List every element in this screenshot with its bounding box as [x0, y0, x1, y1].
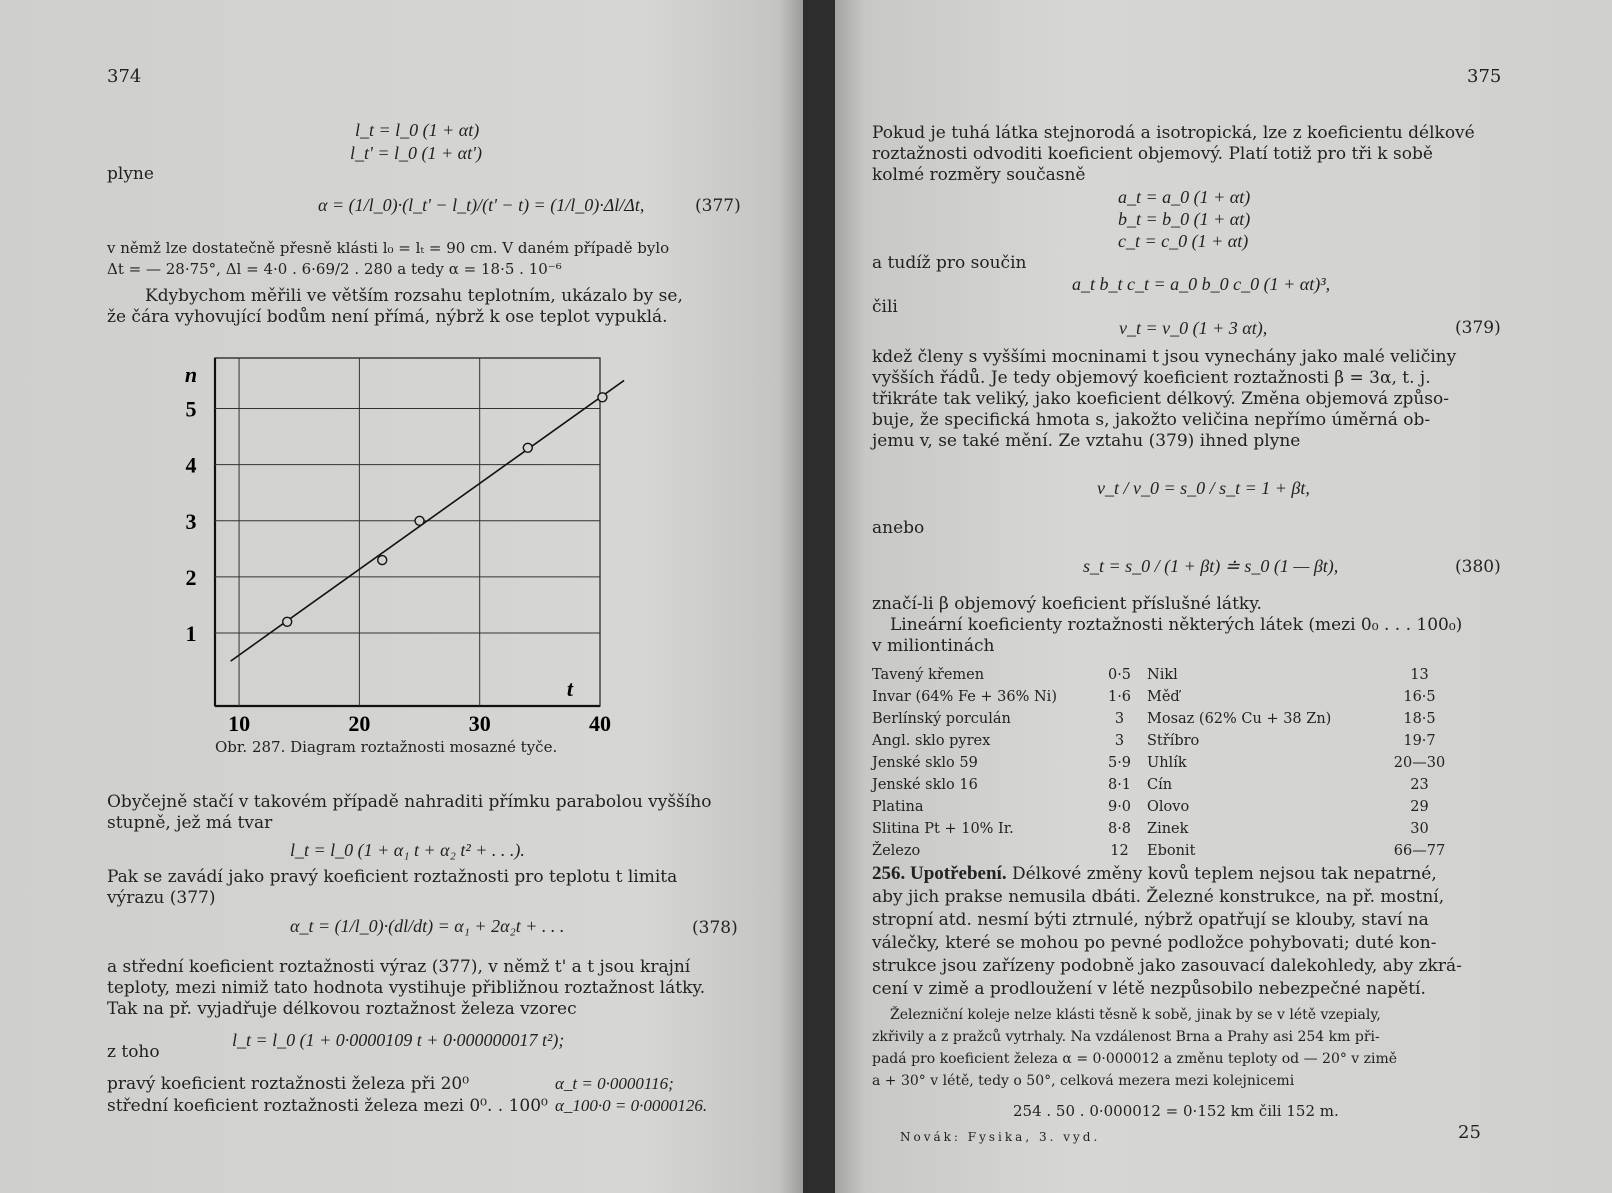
text-line: padá pro koeficient železa α = 0·000012 a změnu teploty od — 20° v zimě	[872, 1051, 1398, 1067]
material-name: Mosaz (62% Cu + 38 Zn)	[1147, 711, 1332, 727]
table-row	[872, 664, 1447, 686]
text-line: třikráte tak veliký, jako koeficient délkový. Změna objemová způso-	[872, 389, 1449, 409]
data-point	[415, 516, 424, 525]
material-value: 20—30	[1393, 755, 1446, 771]
text-line: značí-li β objemový koeficient příslušné látky.	[872, 594, 1262, 614]
text-line: anebo	[872, 518, 925, 538]
material-value: 1·6	[1107, 689, 1132, 705]
text-line: a tudíž pro součin	[872, 253, 1027, 273]
y-tick-label: 4	[185, 452, 197, 478]
text-line: a + 30° v létě, tedy o 50°, celková mezera mezi kolejnicemi	[872, 1073, 1295, 1089]
material-name: Slitina Pt + 10% Ir.	[872, 821, 1014, 837]
equation: 254 . 50 . 0·000012 = 0·152 km čili 152 m.	[1013, 1102, 1339, 1120]
material-name: Jenské sklo 59	[872, 755, 978, 771]
book-gutter	[803, 0, 835, 1193]
material-value: 0·5	[1107, 667, 1132, 683]
y-tick-label: 1	[185, 621, 197, 647]
x-tick-label: 30	[468, 711, 491, 736]
text-line: Železniční koleje nelze klásti těsně k sobě, jinak by se v létě vzepialy,	[890, 1007, 1381, 1023]
equation-number: (379)	[1455, 318, 1501, 338]
text-line: Δt = — 28·75°, Δl = 4·0 . 6·69/2 . 280 a tedy α = 18·5 . 10⁻⁶	[107, 260, 562, 278]
y-tick-label: 2	[185, 564, 197, 590]
material-name: Měď	[1147, 689, 1180, 705]
text-line: jemu v, se také mění. Ze vztahu (379) ihned plyne	[872, 431, 1301, 451]
material-value: 8·8	[1107, 821, 1132, 837]
text-line: kolmé rozměry současně	[872, 165, 1086, 185]
material-name: Železo	[872, 843, 921, 859]
text-line: buje, že specifická hmota s, jakožto veličina nepřímo úměrná ob-	[872, 410, 1431, 430]
material-value: 30	[1410, 821, 1429, 837]
equation-number: (380)	[1455, 557, 1501, 577]
table-row	[872, 774, 1447, 796]
equation-377: α = (1/l_0)·(l_t' − l_t)/(t' − t) = (1/l_0)·Δl/Δt,	[318, 195, 645, 215]
material-value: 19·7	[1403, 733, 1436, 749]
text-line: výrazu (377)	[107, 888, 216, 908]
footer: Novák: Fysika, 3. vyd.	[900, 1130, 1101, 1144]
equation-380: s_t = s_0 / (1 + βt) ≐ s_0 (1 — βt),	[1083, 556, 1339, 576]
text-line: čili	[872, 297, 898, 317]
signature-number: 25	[1458, 1122, 1481, 1143]
material-value: 16·5	[1403, 689, 1436, 705]
equation-number: (377)	[695, 196, 741, 216]
text-line: Pokud je tuhá látka stejnorodá a isotropická, lze z koeficientu délkové	[872, 123, 1475, 143]
material-name: Angl. sklo pyrex	[872, 733, 991, 749]
text-line: Kdybychom měřili ve větším rozsahu teplotním, ukázalo by se,	[145, 286, 683, 306]
text-line: stupně, jež má tvar	[107, 813, 273, 833]
equation: l_t = l_0 (1 + αt)	[355, 120, 480, 140]
text-line: Lineární koeficienty roztažnosti některých látek (mezi 0₀ . . . 100₀)	[890, 615, 1463, 635]
value: α_t = 0·0000116;	[555, 1074, 674, 1093]
data-point	[378, 556, 387, 565]
text-line: v němž lze dostatečně přesně klásti l₀ = lₜ = 90 cm. V daném případě bylo	[107, 239, 670, 257]
page-number: 375	[1467, 66, 1502, 87]
y-tick-label: 5	[185, 396, 197, 422]
table-row	[872, 796, 1447, 818]
material-value: 3	[1114, 711, 1125, 727]
material-value: 8·1	[1107, 777, 1132, 793]
material-value: 13	[1410, 667, 1429, 683]
equation-379: v_t = v_0 (1 + 3 αt),	[1119, 318, 1268, 338]
table-row	[872, 840, 1447, 862]
text-line: teploty, mezi nimiž tato hodnota vystihuje přibližnou roztažnost látky.	[107, 978, 706, 998]
text-line: Délkové změny kovů teplem nejsou tak nepatrné,	[1011, 864, 1437, 884]
x-tick-label: 40	[589, 711, 611, 736]
table-row	[872, 730, 1447, 752]
table-row	[872, 752, 1447, 774]
text-line: roztažnosti odvoditi koeficient objemový. Platí totiž pro tři k sobě	[872, 144, 1433, 164]
material-value: 23	[1410, 777, 1429, 793]
text-line: v miliontinách	[872, 636, 995, 656]
material-value: 9·0	[1107, 799, 1132, 815]
equation: b_t = b_0 (1 + αt)	[1118, 209, 1251, 229]
material-name: Platina	[872, 799, 924, 815]
text-line: strukce jsou zařízeny podobně jako zasouvací dalekohledy, aby zkrá-	[872, 956, 1462, 976]
data-point	[283, 617, 292, 626]
text-line: Pak se zavádí jako pravý koeficient roztažnosti pro teplotu t limita	[107, 867, 678, 887]
material-name: Uhlík	[1147, 755, 1187, 771]
material-name: Nikl	[1147, 667, 1178, 683]
equation: l_t = l_0 (1 + 0·0000109 t + 0·000000017 t²);	[232, 1030, 565, 1050]
plot-frame	[215, 358, 600, 706]
y-tick-label: 3	[185, 508, 197, 534]
section-heading: 256. Upotřebení.	[872, 863, 1007, 884]
right-page	[835, 0, 1612, 1193]
left-page	[0, 0, 803, 1193]
text-line: cení v zimě a prodloužení v létě nezpůsobilo nebezpečné napětí.	[872, 979, 1426, 999]
material-value: 5·9	[1107, 755, 1132, 771]
equation: c_t = c_0 (1 + αt)	[1118, 231, 1249, 251]
equation: v_t / v_0 = s_0 / s_t = 1 + βt,	[1097, 478, 1310, 498]
equation-number: (378)	[692, 918, 738, 938]
material-value: 18·5	[1403, 711, 1436, 727]
equation: a_t = a_0 (1 + αt)	[1118, 187, 1251, 207]
material-name: Zinek	[1147, 821, 1189, 837]
expansion-diagram	[170, 350, 670, 740]
expansion-table	[872, 664, 1447, 862]
text-line: z toho	[107, 1042, 160, 1062]
figure-caption: Obr. 287. Diagram roztažnosti mosazné tyče.	[215, 738, 558, 756]
text-line: pravý koeficient roztažnosti železa při 20⁰	[107, 1074, 470, 1094]
data-point	[598, 393, 607, 402]
material-name: Jenské sklo 16	[872, 777, 978, 793]
x-axis-label: t	[566, 676, 573, 701]
table-row	[872, 818, 1447, 840]
text-line: vyšších řádů. Je tedy objemový koeficient roztažnosti β = 3α, t. j.	[872, 368, 1431, 388]
text-line: Tak na př. vyjadřuje délkovou roztažnost železa vzorec	[107, 999, 577, 1019]
material-value: 12	[1110, 843, 1129, 859]
equation: a_t b_t c_t = a_0 b_0 c_0 (1 + αt)³,	[1072, 274, 1331, 294]
text-line: střední koeficient roztažnosti železa mezi 0⁰. . 100⁰	[107, 1096, 548, 1116]
material-name: Invar (64% Fe + 36% Ni)	[872, 689, 1057, 705]
text-line: Obyčejně stačí v takovém případě nahraditi přímku parabolou vyššího	[107, 792, 712, 812]
text-line: kdež členy s vyššími mocninami t jsou vynechány jako malé veličiny	[872, 347, 1457, 367]
equation-378: α_t = (1/l_0)·(dl/dt) = α₁ + 2α₂t + . . .	[290, 916, 565, 936]
value: α_100·0 = 0·0000126.	[555, 1096, 708, 1115]
material-value: 3	[1114, 733, 1125, 749]
table-row	[872, 686, 1447, 708]
material-name: Olovo	[1147, 799, 1190, 815]
text-line: aby jich prakse nemusila dbáti. Železné konstrukce, na př. mostní,	[872, 887, 1445, 907]
material-name: Ebonit	[1147, 843, 1196, 859]
x-tick-label: 20	[348, 711, 371, 736]
text-line: a střední koeficient roztažnosti výraz (377), v němž t' a t jsou krajní	[107, 957, 691, 977]
page-number: 374	[107, 66, 142, 87]
text-line: válečky, které se mohou po pevné podložce pohybovati; duté kon-	[872, 933, 1437, 953]
text-line: plyne	[107, 164, 154, 184]
equation: l_t' = l_0 (1 + αt')	[350, 143, 482, 163]
material-value: 29	[1410, 799, 1429, 815]
data-point	[523, 443, 532, 452]
table-row	[872, 708, 1447, 730]
x-tick-label: 10	[228, 711, 251, 736]
section-256	[872, 863, 1500, 885]
material-value: 66—77	[1393, 843, 1446, 859]
text-line: stropní atd. nesmí býti ztrnulé, nýbrž opatřují se klouby, staví na	[872, 910, 1429, 930]
material-name: Cín	[1147, 777, 1173, 793]
material-name: Tavený křemen	[872, 667, 985, 683]
text-line: že čára vyhovující bodům není přímá, nýbrž k ose teplot vypuklá.	[107, 307, 668, 327]
text-line: zkřivily a z pražců vytrhaly. Na vzdálenost Brna a Prahy asi 254 km při-	[872, 1029, 1380, 1045]
material-name: Berlínský porculán	[872, 711, 1011, 727]
equation: l_t = l_0 (1 + α₁ t + α₂ t² + . . .).	[290, 840, 525, 860]
material-name: Stříbro	[1147, 733, 1200, 749]
y-axis-label: n	[184, 362, 198, 387]
